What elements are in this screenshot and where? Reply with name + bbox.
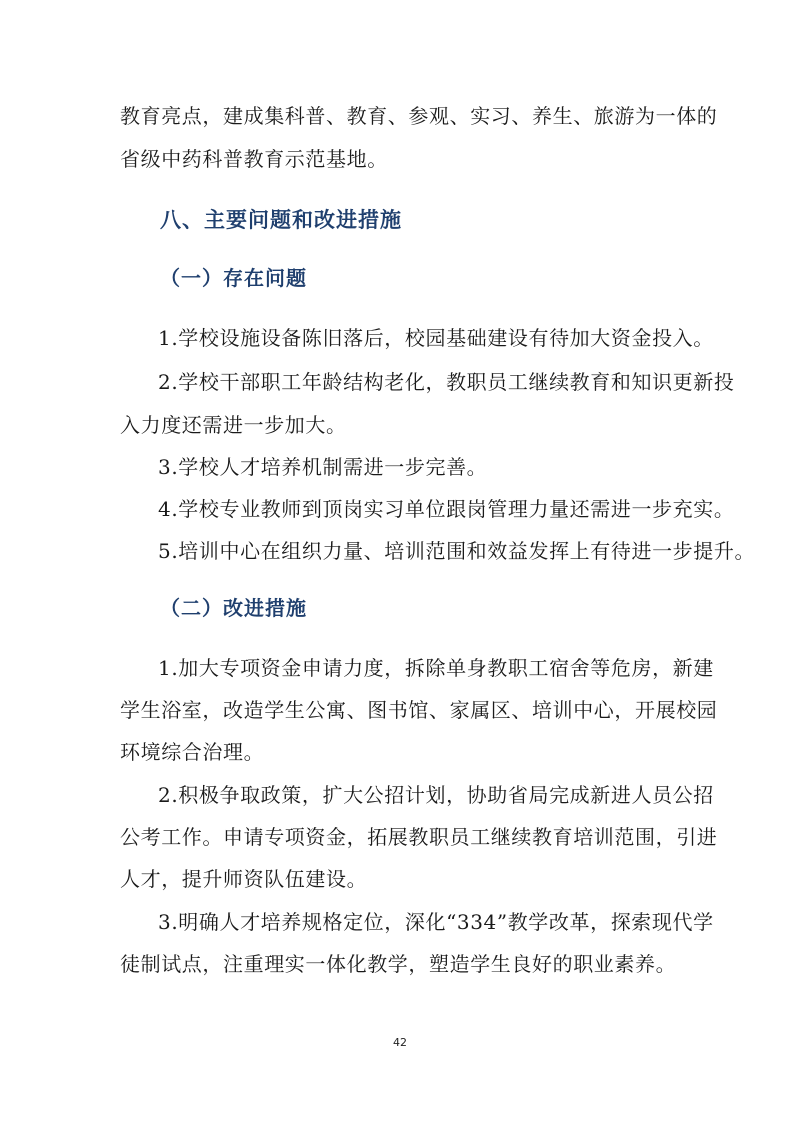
section-title: 八、主要问题和改进措施 (160, 208, 402, 232)
page-number: 42 (393, 1036, 407, 1049)
intro-line: 教育亮点，建成集科普、教育、参观、实习、养生、旅游为一体的 (120, 104, 718, 128)
measure-item-1: 1.加大专项资金申请力度，拆除单身教职工宿舍等危房，新建 (158, 656, 714, 680)
measure-item-1-cont: 环境综合治理。 (120, 740, 265, 764)
measure-item-2-cont: 人才，提升师资队伍建设。 (120, 867, 368, 891)
problem-item-1: 1.学校设施设备陈旧落后，校园基础建设有待加大资金投入。 (158, 326, 714, 350)
problems-heading: （一）存在问题 (160, 266, 307, 290)
measure-item-2: 2.积极争取政策，扩大公招计划，协助省局完成新进人员公招 (158, 783, 714, 807)
measure-item-1-cont: 学生浴室，改造学生公寓、图书馆、家属区、培训中心，开展校园 (120, 698, 718, 722)
intro-line: 省级中药科普教育示范基地。 (120, 147, 388, 171)
measure-item-2-cont: 公考工作。申请专项资金，拓展教职员工继续教育培训范围，引进 (120, 825, 718, 849)
problem-item-4: 4.学校专业教师到顶岗实习单位跟岗管理力量还需进一步充实。 (158, 497, 735, 521)
measures-heading: （二）改进措施 (160, 596, 307, 620)
problem-item-3: 3.学校人才培养机制需进一步完善。 (158, 455, 488, 479)
measure-item-3-cont: 徒制试点，注重理实一体化教学，塑造学生良好的职业素养。 (120, 952, 677, 976)
problem-item-5: 5.培训中心在组织力量、培训范围和效益发挥上有待进一步提升。 (158, 539, 756, 563)
problem-item-2: 2.学校干部职工年龄结构老化，教职员工继续教育和知识更新投 (158, 370, 735, 394)
problem-item-2-cont: 入力度还需进一步加大。 (120, 413, 347, 437)
measure-item-3: 3.明确人才培养规格定位，深化“334”教学改革，探索现代学 (158, 910, 714, 934)
